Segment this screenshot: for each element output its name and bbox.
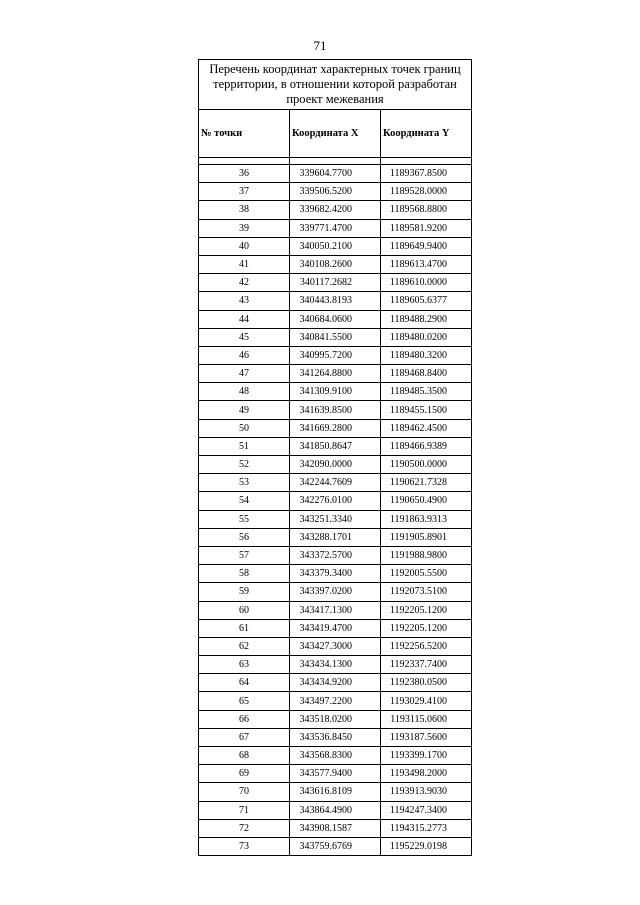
coordinate-x-cell: 343417.1300 <box>290 601 381 619</box>
point-number-cell: 60 <box>199 601 290 619</box>
table-row <box>199 437 472 455</box>
coordinate-y-cell: 1189468.8400 <box>381 365 472 383</box>
coordinate-x-cell: 343577.9400 <box>290 765 381 783</box>
coordinate-y-cell: 1189480.0200 <box>381 328 472 346</box>
coordinate-x-cell: 339771.4700 <box>290 219 381 237</box>
coordinate-x-cell: 340050.2100 <box>290 237 381 255</box>
table-row <box>199 801 472 819</box>
coordinate-x-cell: 339682.4200 <box>290 201 381 219</box>
coordinate-x-cell: 343419.4700 <box>290 619 381 637</box>
table-row <box>199 292 472 310</box>
header-coordinate-y: Координата Y <box>381 110 472 158</box>
coordinate-x-cell: 340108.2600 <box>290 255 381 273</box>
table-row <box>199 401 472 419</box>
coordinate-x-cell: 341669.2800 <box>290 419 381 437</box>
table-row <box>199 710 472 728</box>
coordinate-x-cell: 343379.3400 <box>290 565 381 583</box>
point-number-cell: 62 <box>199 637 290 655</box>
coordinate-y-cell: 1193115.0600 <box>381 710 472 728</box>
coordinate-x-cell: 343616.8109 <box>290 783 381 801</box>
coordinate-x-cell: 343427.3000 <box>290 637 381 655</box>
coordinate-y-cell: 1189367.8500 <box>381 165 472 183</box>
header-point-number: № точки <box>199 110 290 158</box>
point-number-cell: 36 <box>199 165 290 183</box>
table-row <box>199 837 472 855</box>
point-number-cell: 45 <box>199 328 290 346</box>
table-row <box>199 237 472 255</box>
coordinate-y-cell: 1190500.0000 <box>381 456 472 474</box>
table-row <box>199 783 472 801</box>
point-number-cell: 59 <box>199 583 290 601</box>
table-row <box>199 528 472 546</box>
coordinate-y-cell: 1193187.5600 <box>381 728 472 746</box>
coordinate-x-cell: 340443.8193 <box>290 292 381 310</box>
coordinate-y-cell: 1194247.3400 <box>381 801 472 819</box>
table-row <box>199 274 472 292</box>
coordinate-x-cell: 343251.3340 <box>290 510 381 528</box>
coordinate-x-cell: 343864.4900 <box>290 801 381 819</box>
point-number-cell: 41 <box>199 255 290 273</box>
coordinate-x-cell: 340117.2682 <box>290 274 381 292</box>
coordinates-table <box>198 59 472 856</box>
coordinate-y-cell: 1189455.1500 <box>381 401 472 419</box>
coordinate-x-cell: 341850.8647 <box>290 437 381 455</box>
coordinate-x-cell: 343518.0200 <box>290 710 381 728</box>
coordinate-x-cell: 343908.1587 <box>290 819 381 837</box>
table-row <box>199 456 472 474</box>
point-number-cell: 55 <box>199 510 290 528</box>
point-number-cell: 71 <box>199 801 290 819</box>
coordinate-x-cell: 343434.1300 <box>290 656 381 674</box>
table-row <box>199 346 472 364</box>
point-number-cell: 38 <box>199 201 290 219</box>
table-row <box>199 728 472 746</box>
point-number-cell: 68 <box>199 747 290 765</box>
coordinate-y-cell: 1189488.2900 <box>381 310 472 328</box>
coordinate-y-cell: 1193399.1700 <box>381 747 472 765</box>
coordinate-x-cell: 339506.5200 <box>290 183 381 201</box>
table-row <box>199 365 472 383</box>
table-row <box>199 619 472 637</box>
table-row <box>199 510 472 528</box>
coordinate-y-cell: 1189605.6377 <box>381 292 472 310</box>
point-number-cell: 40 <box>199 237 290 255</box>
table-row <box>199 419 472 437</box>
coordinate-y-cell: 1193913.9030 <box>381 783 472 801</box>
coordinate-y-cell: 1195229.0198 <box>381 837 472 855</box>
coordinate-y-cell: 1189528.0000 <box>381 183 472 201</box>
coordinate-y-cell: 1192005.5500 <box>381 565 472 583</box>
coordinate-y-cell: 1193498.2000 <box>381 765 472 783</box>
table-row <box>199 565 472 583</box>
coordinate-y-cell: 1189466.9389 <box>381 437 472 455</box>
coordinate-y-cell: 1192380.0500 <box>381 674 472 692</box>
table-row <box>199 546 472 564</box>
coordinate-y-cell: 1190650.4900 <box>381 492 472 510</box>
coordinate-x-cell: 342244.7609 <box>290 474 381 492</box>
table-row <box>199 219 472 237</box>
coordinate-y-cell: 1189649.9400 <box>381 237 472 255</box>
table-row <box>199 674 472 692</box>
coordinate-x-cell: 343536.8450 <box>290 728 381 746</box>
coordinate-x-cell: 341264.8800 <box>290 365 381 383</box>
table-row <box>199 383 472 401</box>
point-number-cell: 72 <box>199 819 290 837</box>
table-title: Перечень координат характерных точек границ территории, в отношении которой разработан проект межевания <box>199 60 472 110</box>
coordinate-y-cell: 1189610.0000 <box>381 274 472 292</box>
page-number: 71 <box>313 38 327 53</box>
coordinate-y-cell: 1192337.7400 <box>381 656 472 674</box>
coordinate-y-cell: 1189462.4500 <box>381 419 472 437</box>
point-number-cell: 49 <box>199 401 290 419</box>
table-row <box>199 183 472 201</box>
point-number-cell: 37 <box>199 183 290 201</box>
coordinate-y-cell: 1189485.3500 <box>381 383 472 401</box>
coordinate-x-cell: 343568.8300 <box>290 747 381 765</box>
coordinate-x-cell: 339604.7700 <box>290 165 381 183</box>
point-number-cell: 44 <box>199 310 290 328</box>
point-number-cell: 56 <box>199 528 290 546</box>
point-number-cell: 39 <box>199 219 290 237</box>
point-number-cell: 69 <box>199 765 290 783</box>
coordinate-y-cell: 1193029.4100 <box>381 692 472 710</box>
table-row <box>199 765 472 783</box>
coordinate-x-cell: 343497.2200 <box>290 692 381 710</box>
coordinate-y-cell: 1192256.5200 <box>381 637 472 655</box>
point-number-cell: 54 <box>199 492 290 510</box>
coordinate-x-cell: 340841.5500 <box>290 328 381 346</box>
table-row <box>199 328 472 346</box>
coordinate-x-cell: 343397.0200 <box>290 583 381 601</box>
coordinate-y-cell: 1192073.5100 <box>381 583 472 601</box>
coordinate-y-cell: 1192205.1200 <box>381 619 472 637</box>
table-row <box>199 601 472 619</box>
coordinate-x-cell: 340995.7200 <box>290 346 381 364</box>
point-number-cell: 57 <box>199 546 290 564</box>
coordinate-y-cell: 1189581.9200 <box>381 219 472 237</box>
coordinate-y-cell: 1190621.7328 <box>381 474 472 492</box>
coordinate-y-cell: 1191988.9800 <box>381 546 472 564</box>
table-row <box>199 692 472 710</box>
point-number-cell: 61 <box>199 619 290 637</box>
table-row <box>199 255 472 273</box>
coordinate-x-cell: 343759.6769 <box>290 837 381 855</box>
point-number-cell: 63 <box>199 656 290 674</box>
table-row <box>199 637 472 655</box>
point-number-cell: 46 <box>199 346 290 364</box>
coordinate-x-cell: 340684.0600 <box>290 310 381 328</box>
table-row <box>199 583 472 601</box>
coordinate-x-cell: 343288.1701 <box>290 528 381 546</box>
table-body <box>199 158 472 856</box>
point-number-cell: 70 <box>199 783 290 801</box>
table-row <box>199 310 472 328</box>
point-number-cell: 47 <box>199 365 290 383</box>
coordinate-y-cell: 1191905.8901 <box>381 528 472 546</box>
point-number-cell: 65 <box>199 692 290 710</box>
point-number-cell: 53 <box>199 474 290 492</box>
coordinate-x-cell: 343372.5700 <box>290 546 381 564</box>
coordinate-x-cell: 343434.9200 <box>290 674 381 692</box>
point-number-cell: 73 <box>199 837 290 855</box>
table-row <box>199 819 472 837</box>
table-row <box>199 492 472 510</box>
coordinate-y-cell: 1189480.3200 <box>381 346 472 364</box>
coordinate-x-cell: 341639.8500 <box>290 401 381 419</box>
coordinate-x-cell: 342090.0000 <box>290 456 381 474</box>
coordinate-y-cell: 1192205.1200 <box>381 601 472 619</box>
spacer-row <box>199 158 472 165</box>
coordinate-x-cell: 342276.0100 <box>290 492 381 510</box>
coordinate-y-cell: 1189613.4700 <box>381 255 472 273</box>
point-number-cell: 67 <box>199 728 290 746</box>
point-number-cell: 48 <box>199 383 290 401</box>
point-number-cell: 43 <box>199 292 290 310</box>
coordinate-y-cell: 1194315.2773 <box>381 819 472 837</box>
point-number-cell: 42 <box>199 274 290 292</box>
table-row <box>199 201 472 219</box>
point-number-cell: 52 <box>199 456 290 474</box>
table-row <box>199 165 472 183</box>
point-number-cell: 58 <box>199 565 290 583</box>
point-number-cell: 64 <box>199 674 290 692</box>
point-number-cell: 66 <box>199 710 290 728</box>
table-row <box>199 656 472 674</box>
table-row <box>199 474 472 492</box>
table-row <box>199 747 472 765</box>
coordinate-y-cell: 1189568.8800 <box>381 201 472 219</box>
point-number-cell: 50 <box>199 419 290 437</box>
coordinate-y-cell: 1191863.9313 <box>381 510 472 528</box>
header-coordinate-x: Координата X <box>290 110 381 158</box>
point-number-cell: 51 <box>199 437 290 455</box>
coordinate-x-cell: 341309.9100 <box>290 383 381 401</box>
